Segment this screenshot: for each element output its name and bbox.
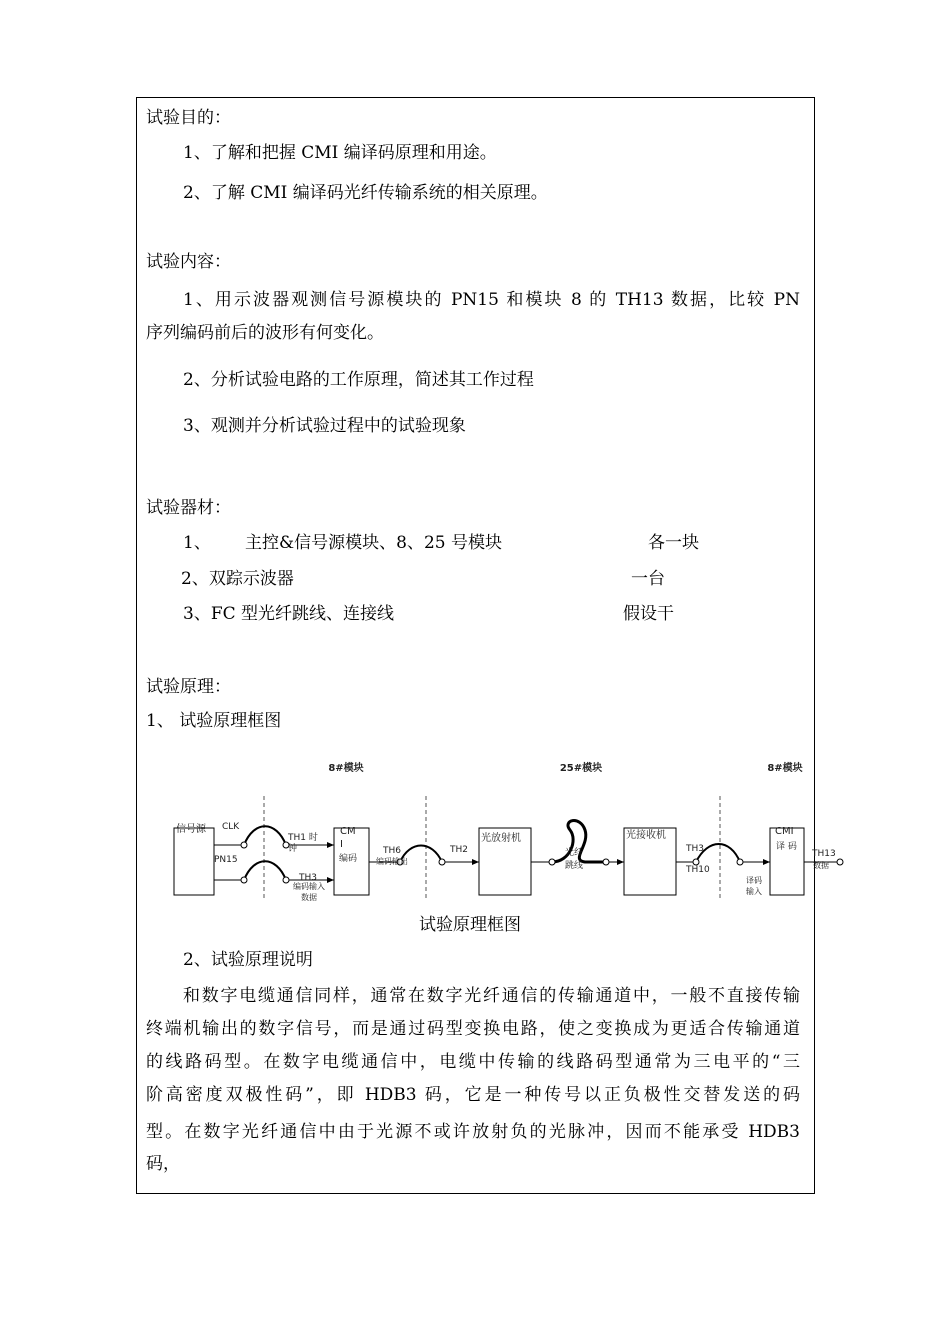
cmi-enc-label-1: CM xyxy=(340,826,356,837)
enc-input-label-2: 数据 xyxy=(301,893,317,902)
test-point xyxy=(241,877,247,883)
enc-output-label: 编码输出 xyxy=(376,857,408,866)
equipment-item-3-name: 3、FC 型光纤跳线、连接线 xyxy=(183,604,395,624)
dec-input-label-2: 输入 xyxy=(746,887,762,896)
principle-para-line-6: 码， xyxy=(146,1154,180,1174)
diagram-caption: 试验原理框图 xyxy=(419,915,521,935)
equipment-item-1-number: 1、 xyxy=(183,533,211,553)
th10-label: TH10 xyxy=(686,865,710,875)
cmi-dec-label-1: CMI xyxy=(775,826,794,837)
principle-para-line-4: 阶高密度双极性码”，即 HDB3 码，它是一种传号以正负极性交替发送的码 xyxy=(146,1085,800,1105)
test-point xyxy=(837,859,843,865)
th3-left-label: TH3 xyxy=(299,873,317,883)
objective-heading: 试验目的： xyxy=(146,108,231,128)
principle-para-line-1: 和数字电缆通信同样，通常在数字光纤通信的传输通道中，一般不直接传输 xyxy=(183,986,800,1006)
content-item-2: 2、分析试验电路的工作原理，简述其工作过程 xyxy=(183,370,534,390)
optical-rx-label: 光接收机 xyxy=(626,830,666,841)
enc-input-label-1: 编码输入 xyxy=(293,882,325,891)
module-label-right: 8#模块 xyxy=(767,763,803,774)
test-point xyxy=(439,859,445,865)
cmi-dec-label-2: 译 码 xyxy=(776,842,797,852)
th13-label: TH13 xyxy=(812,849,836,859)
content-item-1-line-2: 序列编码前后的波形有何变化。 xyxy=(146,323,384,343)
clk-label: CLK xyxy=(222,822,240,832)
equipment-item-1-name: 主控&信号源模块、8、25 号模块 xyxy=(245,533,502,553)
principle-para-line-2: 终端机输出的数字信号，而是通过码型变换电路，使之变换成为更适合传输通道 xyxy=(146,1019,800,1039)
content-item-3: 3、观测并分析试验过程中的试验现象 xyxy=(183,416,466,436)
signal-source-box xyxy=(174,828,214,895)
principle-sub-2: 2、试验原理说明 xyxy=(183,950,313,970)
optical-tx-label: 光放射机 xyxy=(481,833,521,844)
th2-label: TH2 xyxy=(450,845,468,855)
objective-item-2: 2、了解 CMI 编译码光纤传输系统的相关原理。 xyxy=(183,183,548,203)
th6-label: TH6 xyxy=(383,846,401,856)
test-point xyxy=(283,877,289,883)
principle-para-line-3: 的线路码型。在数字电缆通信中，电缆中传输的线路码型通常为三电平的“三 xyxy=(146,1052,800,1072)
clk-jumper xyxy=(244,826,286,845)
signal-source-label: 信号源 xyxy=(176,824,206,835)
dec-input-label-1: 译码 xyxy=(746,876,762,885)
cmi-enc-label-3: 编码 xyxy=(339,854,358,864)
pn15-label: PN15 xyxy=(214,855,238,865)
fiber-label-2: 跳线 xyxy=(565,861,584,871)
arrow-head xyxy=(472,859,479,865)
arrow-head xyxy=(617,859,624,865)
equipment-heading: 试验器材： xyxy=(146,498,231,518)
equipment-item-3-qty: 假设干 xyxy=(623,604,674,624)
arrow-head xyxy=(327,842,334,848)
th3-right-label: TH3 xyxy=(686,844,704,854)
module-label-mid: 25#模块 xyxy=(559,763,603,774)
equipment-item-2-name: 2、双踪示波器 xyxy=(181,569,294,589)
arrow-head xyxy=(327,877,334,883)
test-point xyxy=(241,842,247,848)
arrow-head xyxy=(763,859,770,865)
test-point xyxy=(603,859,609,865)
objective-item-1: 1、了解和把握 CMI 编译码原理和用途。 xyxy=(183,143,497,163)
th1-label-b: 钟 xyxy=(288,844,298,854)
principle-heading: 试验原理： xyxy=(146,677,231,697)
equipment-item-2-qty: 一台 xyxy=(631,569,665,589)
principle-sub-1: 1、 试验原理框图 xyxy=(146,711,282,731)
cmi-decoder-box xyxy=(770,828,804,895)
cmi-enc-label-2: I xyxy=(340,839,343,850)
pn15-jumper xyxy=(244,861,286,880)
content-heading: 试验内容： xyxy=(146,252,231,272)
content-item-1-line-1: 1、用示波器观测信号源模块的 PN15 和模块 8 的 TH13 数据，比较 PN xyxy=(183,290,800,310)
dec-output-label: 数据 xyxy=(813,861,829,870)
test-point xyxy=(737,859,743,865)
fiber-label-1: 光纤 xyxy=(565,848,584,858)
equipment-item-1-qty: 各一块 xyxy=(648,533,699,553)
module-label-left: 8#模块 xyxy=(328,763,364,774)
th1-label: TH1 时 xyxy=(288,833,318,843)
test-point xyxy=(549,859,555,865)
principle-para-line-5: 型。在数字光纤通信中由于光源不或许放射负的光脉冲，因而不能承受 HDB3 xyxy=(146,1122,800,1142)
